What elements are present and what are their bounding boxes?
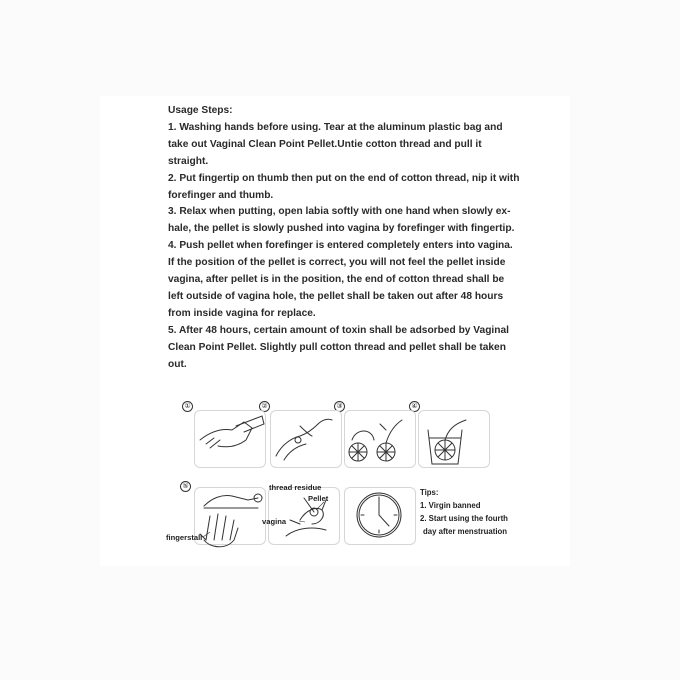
clock-icon <box>357 493 401 537</box>
step-number-3: ③ <box>334 401 345 412</box>
step-number-4: ④ <box>409 401 420 412</box>
glass-pellet-icon <box>428 420 466 464</box>
usage-step-5: 5. After 48 hours, certain amount of toxin shall be adsorbed by Vaginal Clean Point Pellet. Slightly pull cotton thread and pellet shall be taken out. <box>168 324 509 370</box>
fingerstall-hand-icon <box>200 514 238 547</box>
label-pellet: Pellet <box>308 494 329 503</box>
lying-figure-icon <box>204 494 262 508</box>
tip-1: 1. Virgin banned <box>420 501 481 510</box>
tips-title: Tips: <box>420 488 439 497</box>
tip-2: 2. Start using the fourth <box>420 514 508 523</box>
usage-step-1: 1. Washing hands before using. Tear at the aluminum plastic bag and take out Vaginal Clean Point Pellet.Untie cotton thread and pull it straight. <box>168 121 503 167</box>
label-vagina: vagina <box>262 517 287 526</box>
usage-step-4: 4. Push pellet when forefinger is entered completely enters into vagina. If the position of the pellet is correct, you will not feel the pellet inside vagina, after pellet is in the position, the end of cotton thread shall be left outside of vagina hole, the pellet shall be taken out after 48 hours from inside vagina for replace. <box>168 240 513 319</box>
label-thread-residue: thread residue <box>269 483 322 492</box>
usage-step-2: 2. Put fingertip on thumb then put on the end of cotton thread, nip it with forefinger and thumb. <box>168 172 520 201</box>
tips-box <box>420 486 508 538</box>
label-fingerstall: fingerstall <box>166 533 203 542</box>
step-number-5: ⑤ <box>180 481 191 492</box>
tip-2-continued: day after menstruation <box>423 527 508 536</box>
usage-title: Usage Steps: <box>168 105 233 116</box>
insertion-diagram-icon <box>286 498 326 536</box>
usage-step-3: 3. Relax when putting, open labia softly with one hand when slowly ex-hale, the pellet is slowly pushed into vagina by forefinger with fingertip. <box>168 206 515 235</box>
hand-bag-icon <box>200 416 264 448</box>
step-number-2: ② <box>259 401 270 412</box>
step-number-1: ① <box>182 401 193 412</box>
fingers-thread-icon <box>276 419 332 460</box>
pellet-icon <box>349 420 402 461</box>
